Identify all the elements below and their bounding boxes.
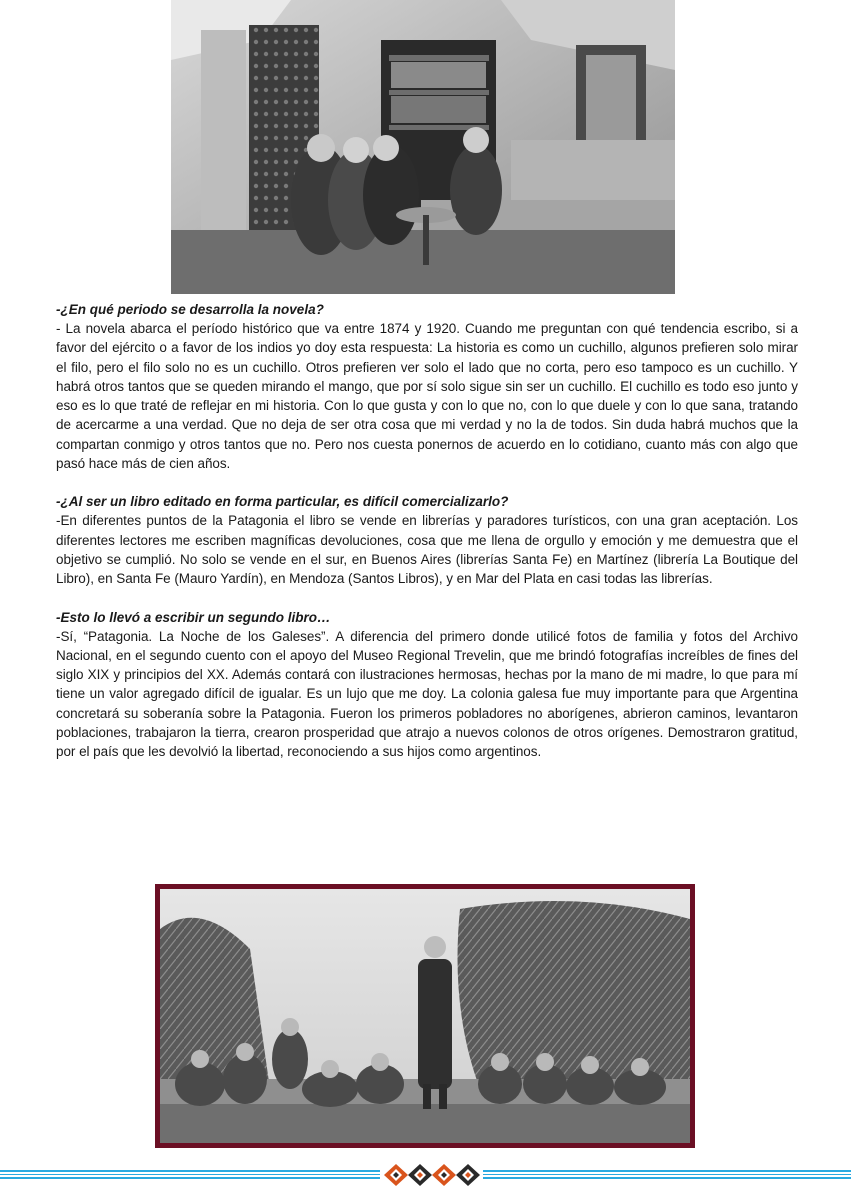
interview-section-second-book [56,608,798,762]
interview-section-period [56,300,798,473]
question-heading: -¿Al ser un libro editado en forma particular, es difícil comercializarlo? [56,494,509,510]
footer-rule-left [0,1170,380,1179]
answer-paragraph: - La novela abarca el período histórico que va entre 1874 y 1920. Cuando me preguntan con qué tendencia escribo, si a favor del ejército o a favor de los indios yo doy esta respuesta: La historia es como un cuchillo, algunos prefieren solo mirar el filo, pero el filo solo no es un cuchillo. Otros prefieren ver solo el lado que no corta, pero eso tampoco es un cuchillo. Y habrá otros tantos que se queden mirando el mango, que por sí solo sigue sin ser un cuchillo. El cuchillo es todo eso junto y eso es lo que traté de reflejar en mi historia. Con lo que gusta y con lo que no, con lo que duele y con lo que sana, tratando de acercarme a una verdad. Que no deja de ser otra cosa que mi verdad y no la de todos. Sin duda habrá muchos que la compartan conmigo y otros tantos que no. Pero nos cuesta ponernos de acuerdo en lo cotidiano, cuanto más con algo que pasó hace más de cien años. [56,321,798,472]
historic-interior-photo [171,0,675,294]
question-heading: -Esto lo llevó a escribir un segundo libro… [56,609,331,625]
patagonian-pattern-icon [384,1164,480,1186]
footer-rule-right [483,1170,851,1179]
answer-paragraph: -En diferentes puntos de la Patagonia el libro se vende en librerías y paradores turísticos, con una gran aceptación. Los diferentes lectores me escriben magníficas devoluciones, cosa que me llena de orgullo y emoción y me demuestra que el objetivo se cumplió. No solo se vende en el sur, en Buenos Aires (librerías Santa Fe) en Martínez (librería La Boutique del Libro), en Santa Fe (Mauro Yardín), en Mendoza (Santos Libros), y en Mar del Plata en casi todas las librerías. [56,513,798,587]
historic-interior-photo-art [171,0,675,294]
historic-encampment-photo-art [160,889,690,1143]
patagonian-pattern-icon-art [384,1164,480,1186]
historic-encampment-photo [155,884,695,1148]
interview-section-commercialization [56,492,798,588]
answer-paragraph: -Sí, “Patagonia. La Noche de los Galeses”. A diferencia del primero donde utilicé fotos de familia y fotos del Archivo Nacional, en el segundo cuento con el apoyo del Museo Regional Trevelin, que me brindó fotografías increíbles de fines del siglo XIX y principios del XX. Además contará con ilustraciones hermosas, hechas por la mano de mi madre, lo que para mí tiene un valor agregado difícil de igualar. Es un lujo que me doy. La colonia galesa fue muy importante para que Argentina concretará su soberanía sobre la Patagonia. Fueron los primeros pobladores no aborígenes, abrieron caminos, levantaron poblaciones, trabajaron la tierra, crearon prosperidad que atrajo a nuevos colonos de otros orígenes. Demostraron gratitud, por el país que les devolvió la libertad, reconociendo a sus hijos como argentinos. [56,628,798,760]
question-heading: -¿En qué periodo se desarrolla la novela? [56,302,324,317]
interview-text [56,300,798,781]
